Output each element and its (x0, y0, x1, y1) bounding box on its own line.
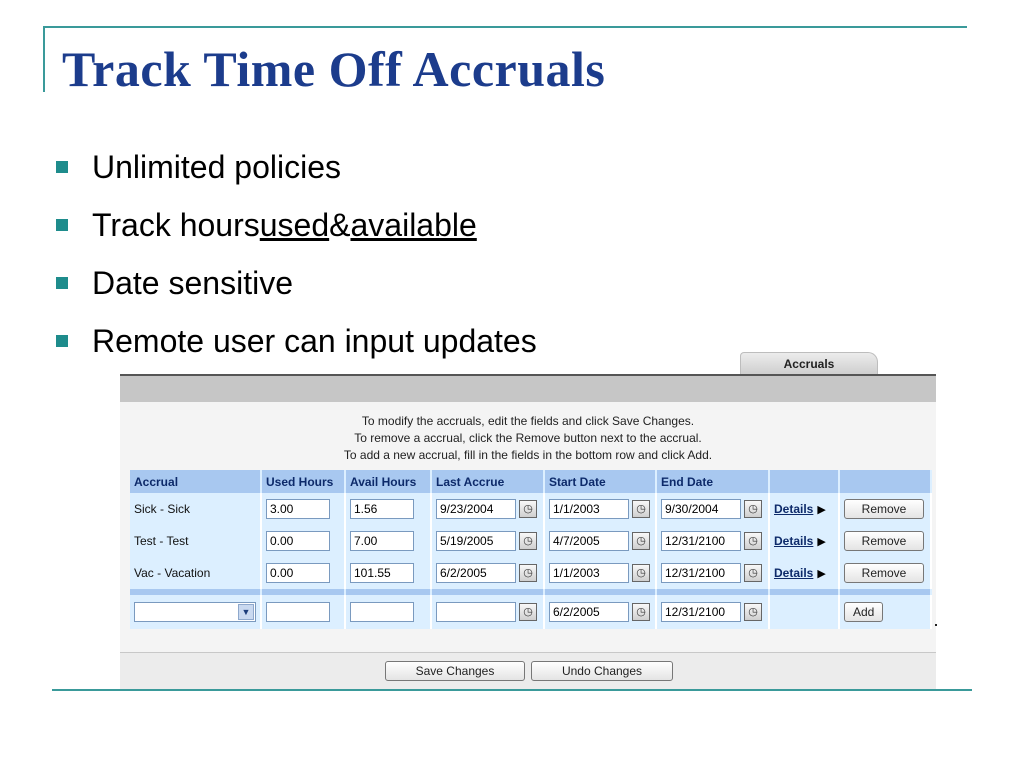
add-cell (839, 595, 931, 629)
start-date-cell (544, 557, 656, 589)
tab-accruals[interactable]: Accruals (740, 352, 878, 374)
add-button[interactable]: Add (844, 602, 883, 622)
last-accrue-input[interactable] (436, 563, 516, 583)
bullet-item (56, 196, 537, 254)
accrual-name: Test - Test (130, 525, 261, 557)
used-hours-cell (261, 493, 345, 525)
instructions (120, 413, 936, 464)
undo-changes-button[interactable]: Undo Changes (531, 661, 673, 681)
end-date-input[interactable] (661, 499, 741, 519)
calendar-icon[interactable]: ◷ (632, 603, 650, 621)
used-hours-input[interactable] (266, 531, 330, 551)
calendar-icon[interactable]: ◷ (519, 603, 537, 621)
calendar-icon[interactable]: ◷ (632, 564, 650, 582)
start-date-input[interactable] (549, 563, 629, 583)
triangle-right-icon[interactable]: ▶ (817, 536, 826, 548)
accrual-name: Vac - Vacation (130, 557, 261, 589)
footer-button-bar (120, 652, 936, 689)
slide-frame-top (43, 26, 967, 28)
save-changes-button[interactable]: Save Changes (385, 661, 525, 681)
remove-button[interactable]: Remove (844, 531, 924, 551)
last-accrue-input[interactable] (436, 499, 516, 519)
used-hours-cell (261, 525, 345, 557)
bullet-text: Remote user can input updates (92, 322, 537, 359)
start-date-input[interactable] (549, 499, 629, 519)
slide-frame-vertical (43, 26, 45, 92)
bullet-text-pre: Track hours (92, 206, 260, 243)
triangle-right-icon[interactable]: ▶ (817, 504, 826, 516)
last-accrue-cell (431, 557, 544, 589)
bullet-square-icon (56, 219, 68, 231)
bullet-item (56, 138, 537, 196)
slide-title: Track Time Off Accruals (62, 41, 606, 97)
column-header-end-date: End Date (656, 470, 769, 493)
accruals-table (130, 470, 932, 629)
start-date-cell (544, 525, 656, 557)
end-date-input[interactable] (661, 531, 741, 551)
dropdown-arrow-icon[interactable]: ▼ (238, 604, 254, 620)
accrual-select[interactable] (134, 602, 256, 622)
instruction-line: To modify the accruals, edit the fields and click Save Changes. (361, 414, 695, 428)
remove-cell (839, 557, 931, 589)
calendar-icon[interactable]: ◷ (519, 500, 537, 518)
avail-hours-cell (345, 493, 431, 525)
bullet-text-available: available (350, 206, 477, 243)
details-cell (769, 557, 839, 589)
start-date-input[interactable] (549, 531, 629, 551)
dot-marker (935, 624, 937, 626)
column-header-details (769, 470, 839, 493)
used-hours-input[interactable] (266, 499, 330, 519)
details-link[interactable]: Details (774, 566, 814, 580)
avail-hours-cell (345, 557, 431, 589)
slide-frame-bottom (52, 689, 972, 691)
end-date-cell (656, 493, 769, 525)
column-header-actions (839, 470, 931, 493)
bullet-square-icon (56, 277, 68, 289)
bullet-list (56, 138, 537, 370)
avail-hours-input[interactable] (350, 499, 414, 519)
column-header-used-hours: Used Hours (261, 470, 345, 493)
new-start-date-cell (544, 595, 656, 629)
new-used-cell (261, 595, 345, 629)
bullet-text-mid: & (329, 206, 351, 243)
bullet-text-used: used (259, 206, 330, 243)
used-hours-cell (261, 557, 345, 589)
details-link[interactable]: Details (774, 502, 814, 516)
column-header-start-date: Start Date (544, 470, 656, 493)
table-header-row (130, 470, 931, 493)
accrual-name: Sick - Sick (130, 493, 261, 525)
end-date-cell (656, 557, 769, 589)
calendar-icon[interactable]: ◷ (519, 564, 537, 582)
end-date-input[interactable] (661, 563, 741, 583)
start-date-cell (544, 493, 656, 525)
last-accrue-cell (431, 493, 544, 525)
instruction-line: To remove a accrual, click the Remove button next to the accrual. (354, 431, 702, 445)
bullet-text: Date sensitive (92, 264, 293, 301)
bullet-square-icon (56, 335, 68, 347)
panel-header-bar (120, 376, 936, 402)
column-header-accrual: Accrual (130, 470, 261, 493)
new-accrual-cell (130, 595, 261, 629)
new-used-hours-input[interactable] (266, 602, 330, 622)
avail-hours-input[interactable] (350, 563, 414, 583)
triangle-right-icon[interactable]: ▶ (817, 568, 826, 580)
details-link[interactable]: Details (774, 534, 814, 548)
accruals-panel (120, 374, 936, 688)
details-cell (769, 493, 839, 525)
calendar-icon[interactable]: ◷ (744, 603, 762, 621)
last-accrue-cell (431, 525, 544, 557)
bullet-square-icon (56, 161, 68, 173)
used-hours-input[interactable] (266, 563, 330, 583)
calendar-icon[interactable]: ◷ (744, 564, 762, 582)
calendar-icon[interactable]: ◷ (744, 532, 762, 550)
table-row (130, 493, 931, 525)
new-avail-cell (345, 595, 431, 629)
new-last-accrue-input[interactable] (436, 602, 516, 622)
column-header-avail-hours: Avail Hours (345, 470, 431, 493)
calendar-icon[interactable]: ◷ (519, 532, 537, 550)
end-date-cell (656, 525, 769, 557)
calendar-icon[interactable]: ◷ (632, 532, 650, 550)
new-end-date-input[interactable] (661, 602, 741, 622)
calendar-icon[interactable]: ◷ (632, 500, 650, 518)
new-accrual-row (130, 595, 931, 629)
remove-cell (839, 493, 931, 525)
avail-hours-input[interactable] (350, 531, 414, 551)
table-row (130, 557, 931, 589)
new-avail-hours-input[interactable] (350, 602, 414, 622)
remove-button[interactable]: Remove (844, 499, 924, 519)
new-last-accrue-cell (431, 595, 544, 629)
remove-cell (839, 525, 931, 557)
instruction-line: To add a new accrual, fill in the fields in the bottom row and click Add. (343, 448, 713, 462)
bullet-item (56, 254, 537, 312)
new-start-date-input[interactable] (549, 602, 629, 622)
bullet-item (56, 312, 537, 370)
new-details-cell (769, 595, 839, 629)
details-cell (769, 525, 839, 557)
last-accrue-input[interactable] (436, 531, 516, 551)
new-end-date-cell (656, 595, 769, 629)
remove-button[interactable]: Remove (844, 563, 924, 583)
bullet-text: Unlimited policies (92, 148, 341, 185)
calendar-icon[interactable]: ◷ (744, 500, 762, 518)
avail-hours-cell (345, 525, 431, 557)
column-header-last-accrue: Last Accrue (431, 470, 544, 493)
table-row (130, 525, 931, 557)
